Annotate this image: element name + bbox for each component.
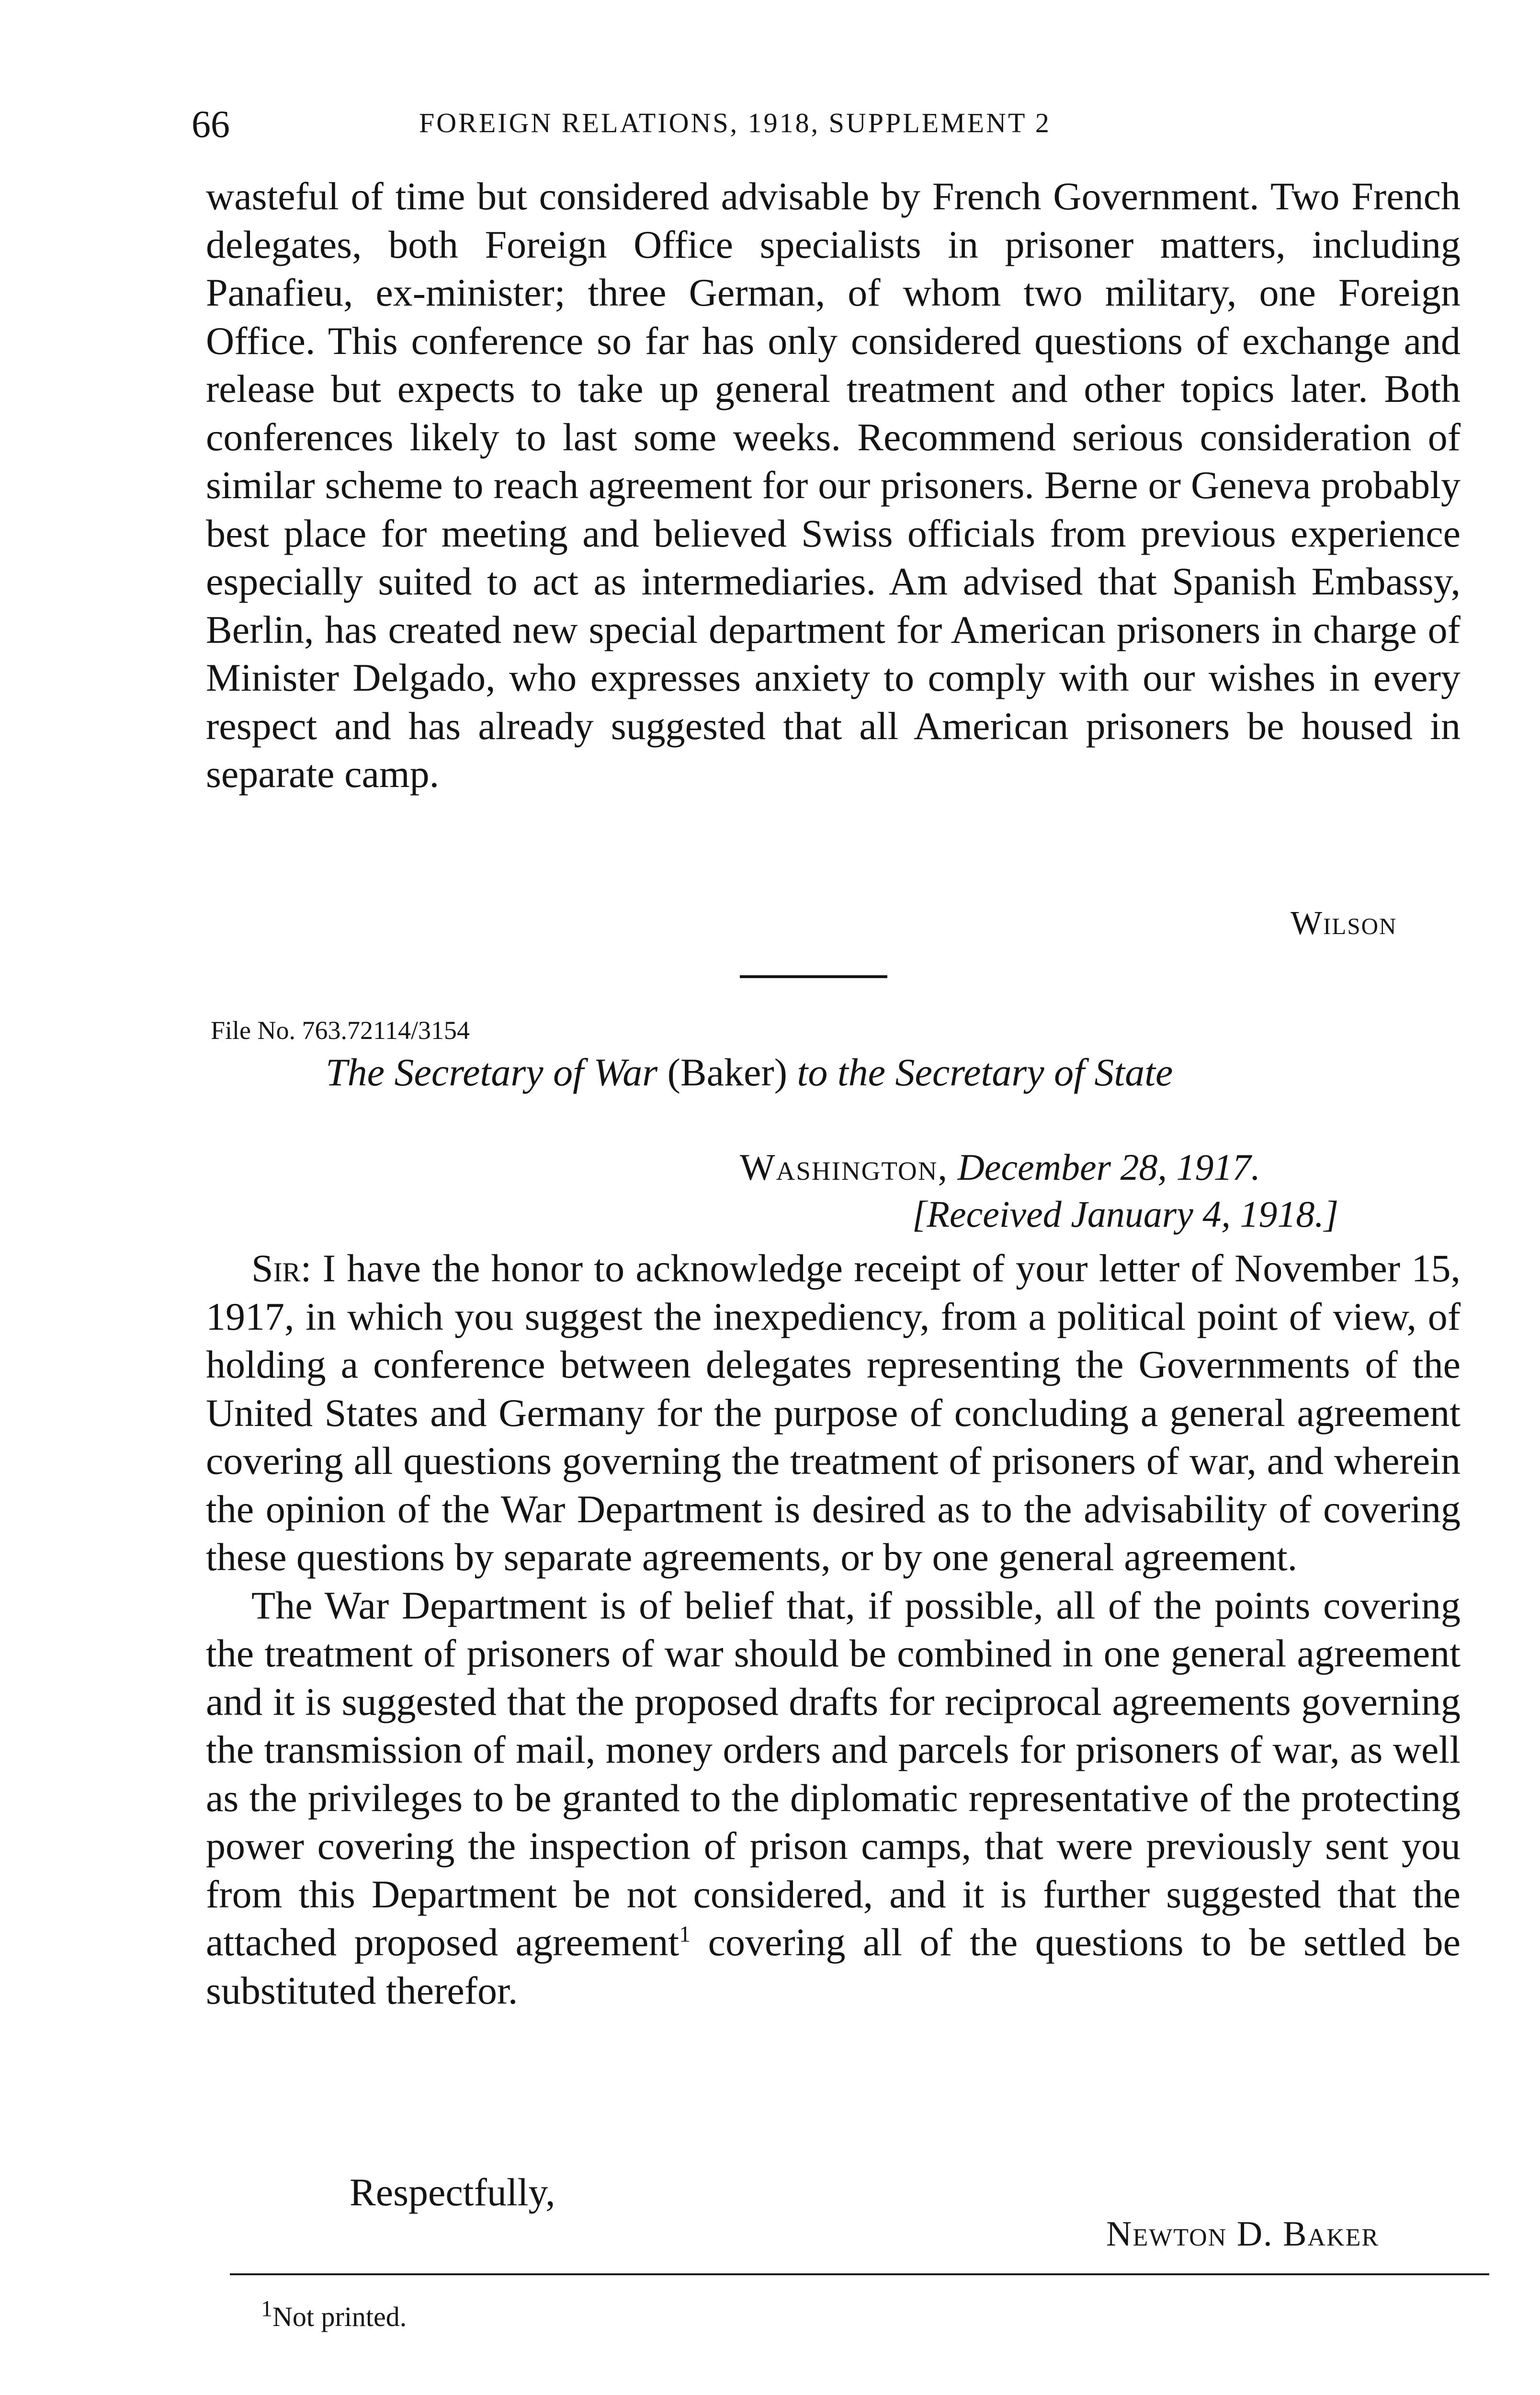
footnote-reference: 1: [679, 1921, 691, 1947]
wilson-signature: Wilson: [1291, 905, 1397, 942]
footnote-marker: 1: [261, 2296, 272, 2322]
footnote-text: Not printed.: [272, 2301, 407, 2332]
received-date: [912, 1193, 1338, 1236]
salutation: Sir:: [251, 1246, 312, 1290]
title-pre: The Secretary of War: [326, 1050, 668, 1094]
baker-signature: Newton D. Baker: [1106, 2214, 1380, 2254]
letter-body: [206, 1244, 1461, 2015]
running-head: FOREIGN RELATIONS, 1918, SUPPLEMENT 2: [419, 107, 1051, 138]
place-date-line: [740, 1146, 1260, 1189]
paragraph-2-text-b: covering all of the questions to be settled be substituted therefor.: [206, 1920, 1461, 2012]
letter-paragraph-2: [206, 1582, 1461, 2015]
title-post: to the Secretary of State: [787, 1050, 1173, 1094]
page-number: 66: [192, 103, 230, 146]
section-divider: [740, 975, 887, 978]
footnote: [261, 2296, 407, 2333]
file-number: File No. 763.72114/3154: [211, 1016, 470, 1045]
title-name: (Baker): [667, 1050, 788, 1094]
place: Washington,: [740, 1146, 948, 1188]
footnote-rule: [230, 2273, 1489, 2275]
letter-date: December 28, 1917.: [957, 1146, 1260, 1188]
paragraph-1-text: I have the honor to acknowledge receipt of your letter of November 15, 1917, in which you suggest the inexpediency, from a political point of view, of holding a conference between delegates representing the Governments of the United States and Germany for the purpose of concluding a general agreement covering all questions governing the treatment of prisoners of war, and wherein the opinion of the War Department is desired as to the advisability of covering these questions by separate agreements, or by one general agreement.: [206, 1246, 1461, 1579]
paragraph-2-text-a: The War Department is of belief that, if possible, all of the points covering the treatment of prisoners of war should be combined in one general agreement and it is suggested that the proposed drafts for reciprocal agreements governing the transmission of mail, money orders and parcels for prisoners of war, as well as the privileges to be granted to the diplomatic representative of the protecting power covering the inspection of prison camps, that were previously sent you from this Department be not considered, and it is further suggested that the attached proposed agreement: [206, 1583, 1461, 1964]
page-header: [187, 103, 1396, 151]
received-text: [Received January 4, 1918.]: [912, 1193, 1339, 1235]
continuation-paragraph: [206, 172, 1461, 798]
closing: Respectfully,: [350, 2170, 555, 2214]
continuation-text: wasteful of time but considered advisable by French Government. Two French delegates, both Foreign Office specialists in prisoner matters, including Panafieu, ex-minister; three German, of whom two military, one Foreign Office. This conference so far has only considered questions of exchange and release but expects to take up general treatment and other topics later. Both conferences likely to last some weeks. Recommend serious consideration of similar scheme to reach agreement for our prisoners. Berne or Geneva probably best place for meeting and believed Swiss officials from previous experience especially suited to act as intermediaries. Am advised that Spanish Embassy, Berlin, has created new special department for American prisoners in charge of Minister Delgado, who expresses anxiety to comply with our wishes in every respect and has already suggested that all American prisoners be housed in separate camp.: [206, 174, 1461, 796]
document-title: [326, 1050, 1173, 1095]
letter-paragraph-1: [206, 1244, 1461, 1582]
